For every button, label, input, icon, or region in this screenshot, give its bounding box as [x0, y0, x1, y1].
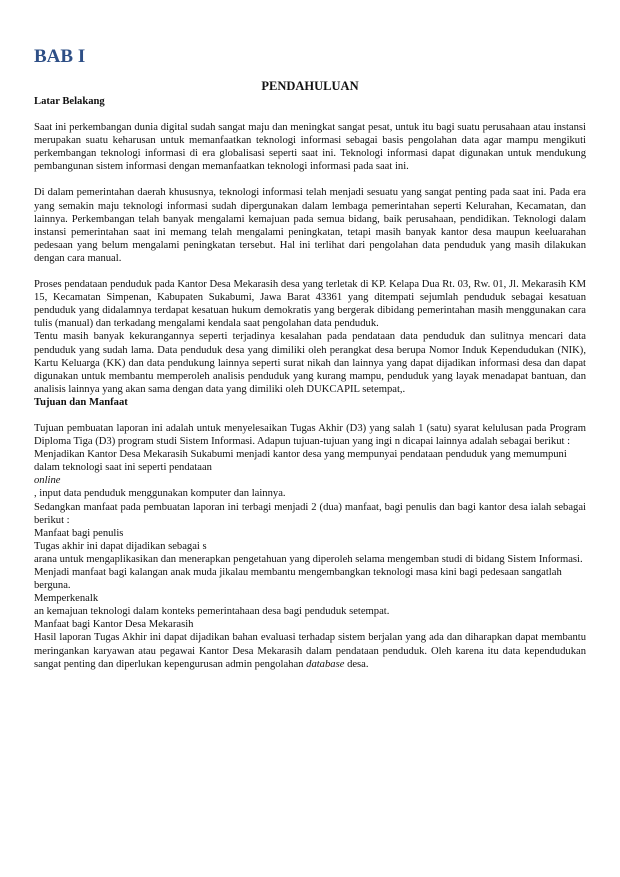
list-item: Tugas akhir ini dapat dijadikan sebagai s: [34, 540, 207, 552]
italic-term: database: [306, 658, 345, 670]
paragraph: Tentu masih banyak kekurangannya seperti terjadinya kesalahan pada pendataan data penduduk dan sulitnya mencari data penduduk yang sudah lama. Data penduduk desa yang dimiliki oleh perangkat desa berupa Nomor Induk Kependudukan (NIK), Kartu Keluarga (KK) dan data pendukung lainnya seperti surat nikah dan lainnya yang dapat dijadikan informasi desa dan dapat digunakan untuk membantu memperoleh analisis penduduk yang kurang mampu, penduduk yang layak menadapat bantuan, dan analisis lainnya yang akan sama dengan data yang dimiliki oleh DUKCAPIL setempat,.: [34, 331, 586, 395]
page-title: PENDAHULUAN: [261, 79, 359, 93]
paragraph: , input data penduduk menggunakan komputer dan lainnya.: [34, 488, 286, 500]
paragraph: Menjadikan Kantor Desa Mekarasih Sukabumi menjadi kantor desa yang mempunyai pendataan penduduk yang memumpuni dalam teknologi saat ini seperti pendataan: [34, 449, 567, 474]
paragraph: Sedangkan manfaat pada pembuatan laporan ini terbagi menjadi 2 (dua) manfaat, bagi penulis dan bagi kantor desa ialah sebagai berikut :: [34, 501, 586, 526]
paragraph: Proses pendataan penduduk pada Kantor Desa Mekarasih desa yang terletak di KP. Kelapa Dua Rt. 03, Rw. 01, Jl. Mekarasih KM 15, Kecamatan Simpenan, Kabupaten Sukabumi, Jawa Barat 43361 yang ditempati sejumlah penduduk sebagai kesatuan penduduk yang didalamnya terdapat kesatuan hukum demokratis yang bergerak dibidang pemerintahan masih menggunakan cara tulis (manual) dan terkadang mengalami kendala saat pengolahan data penduduk.: [34, 279, 586, 330]
chapter-heading: BAB I: [34, 46, 86, 67]
list-item: arana untuk mengaplikasikan dan menerapkan pengetahuan yang diperoleh selama mengemban studi di bidang Sistem Informasi.: [34, 553, 583, 565]
italic-term: online: [34, 475, 61, 487]
document-body: [34, 95, 586, 671]
paragraph: Di dalam pemerintahan daerah khususnya, teknologi informasi telah menjadi sesuatu yang sangat penting pada saat ini. Pada era yang semakin maju teknologi informasi sudah dipergunakan dalam lembaga pemerintahan seperti Kelurahan, Kecamatan, dan lainnya. Perkembangan telah banyak mengalami kemajuan pada semua bidang, baik perusahaan, pendidikan. Teknologi dalam instansi pemerintahan saat ini memang telah mengalami peningkatan, tetapi masih banyak kantor desa maupun keeluarahan pedesaan yang belum mengalami peningkatan tersebut. Hal ini terlihat dari pengolahan data penduduk yang masih dilakukan dengan cara manual.: [34, 187, 586, 264]
list-item: Manfaat bagi Kantor Desa Mekarasih: [34, 619, 194, 631]
paragraph: Tujuan pembuatan laporan ini adalah untuk menyelesaikan Tugas Akhir (D3) yang salah 1 (satu) syarat kelulusan pada Program Diploma Tiga (D3) program studi Sistem Informasi. Adapun tujuan-tujuan yang ingi n dicapai lainnya adalah sebagai berikut :: [34, 422, 586, 448]
list-item: Manfaat bagi penulis: [34, 527, 124, 539]
list-item: an kemajuan teknologi dalam konteks pemerintahaan desa bagi penduduk setempat.: [34, 606, 390, 618]
list-item: Menjadi manfaat bagi kalangan anak muda jikalau membantu mengembangkan teknologi masa kini bagi pedesaan sangatlah berguna.: [34, 567, 562, 592]
paragraph: Saat ini perkembangan dunia digital sudah sangat maju dan meningkat sangat pesat, untuk itu bagi suatu perusahaan atau instansi merupakan suatu keharusan untuk memanfaatkan teknologi informasi sebagai basis pengolahan data agar mampu mengikuti perkembangan teknologi informasi di era globalisasi seperti saat ini. Teknologi informasi dapat digunakan untuk mendukung pembangunan sistem informasi dengan memanfaatkan teknologi informasi pada saat ini.: [34, 122, 586, 173]
list-item: Memperkenalk: [34, 593, 99, 605]
paragraph: Hasil laporan Tugas Akhir ini dapat dijadikan bahan evaluasi terhadap sistem berjalan yang ada dan diharapkan dapat membantu meringankan karyawan atau pegawai Kantor Desa Mekarasih dalam pendataan penduduk. Oleh karena itu data kependudukan sangat penting dan diperlukan kepengurusan admin pengolahan database desa.: [34, 632, 586, 670]
section-heading-tujuan: Tujuan dan Manfaat: [34, 396, 128, 408]
section-heading-latar-belakang: Latar Belakang: [34, 96, 105, 107]
